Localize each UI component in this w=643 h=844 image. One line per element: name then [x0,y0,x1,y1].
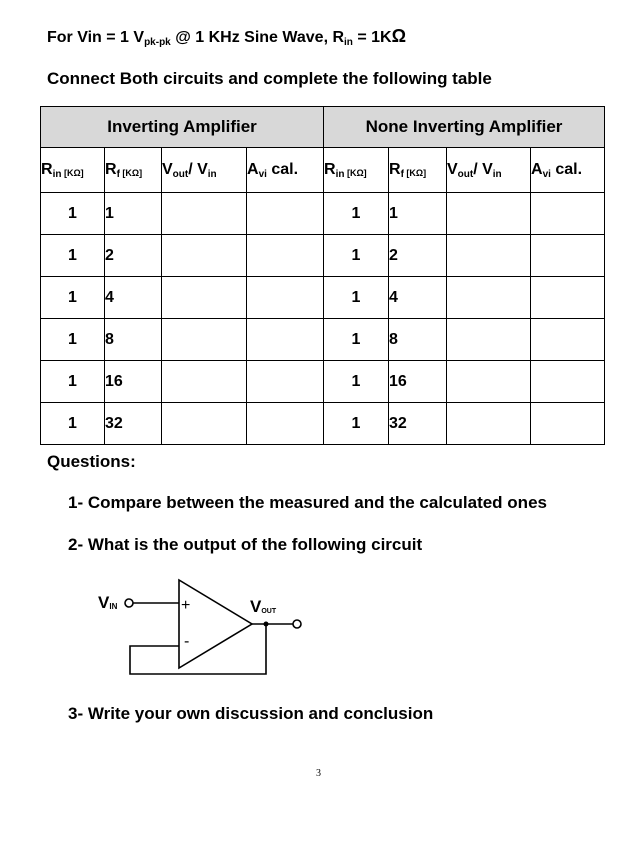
vout-vin-cell[interactable] [162,235,247,277]
avi-cell[interactable] [247,193,324,235]
rin-cell: 1 [41,277,105,319]
question-1: 1- Compare between the measured and the calculated ones [68,493,547,512]
vout-vin-cell[interactable] [162,403,247,445]
col-header-avi-right: $A_{vi}$ cal. [531,148,605,193]
vout-vin-cell[interactable] [162,193,247,235]
col-header-vout-vin-left: $V_{out}/$ $V_{in}$ [162,148,247,193]
vout-vin-cell[interactable] [447,319,531,361]
rin-cell: 1 [41,193,105,235]
col-header-rin-left: $R_{in}$ [KΩ] [41,148,105,193]
avi-cell[interactable] [531,403,605,445]
vout-vin-cell[interactable] [447,277,531,319]
avi-cell[interactable] [531,361,605,403]
rin-cell: 1 [324,193,389,235]
rin-cell: 1 [324,361,389,403]
rin-cell: 1 [41,319,105,361]
rf-cell: 4 [105,277,162,319]
col-header-avi-left: $A_{vi}$ cal. [247,148,324,193]
rf-cell: 32 [389,403,447,445]
vout-vin-cell[interactable] [162,277,247,319]
col-header-rin-right: $R_{in}$ [KΩ] [324,148,389,193]
question-2: 2- What is the output of the following circuit [68,535,423,554]
rin-cell: 1 [41,361,105,403]
rin-cell: 1 [324,235,389,277]
table-row [41,193,605,235]
table-row [41,277,605,319]
freq-text: @ 1 KHz Sine Wave, R [170,29,345,46]
rf-cell: 8 [105,319,162,361]
rf-cell: 4 [389,277,447,319]
vout-vin-cell[interactable] [447,361,531,403]
rf-cell: 2 [105,235,162,277]
vin-label: VIN [98,593,118,612]
rf-cell: 16 [105,361,162,403]
rin-cell: 1 [41,235,105,277]
vout-vin-cell[interactable] [162,361,247,403]
avi-cell[interactable] [531,193,605,235]
pkpk-subscript: pk-pk [144,37,171,48]
vin-terminal [125,599,133,607]
condition-line [47,26,406,48]
rf-cell: 2 [389,235,447,277]
vout-label: VOUT [250,597,277,616]
avi-cell[interactable] [247,235,324,277]
table-row [41,235,605,277]
col-header-vout-vin-right: $V_{out}/$ $V_{in}$ [447,148,531,193]
minus-sign: - [184,633,190,650]
table-row [41,361,605,403]
vout-vin-cell[interactable] [447,235,531,277]
vout-vin-cell[interactable] [447,403,531,445]
rin-cell: 1 [324,403,389,445]
results-table [40,106,605,445]
rin-cell: 1 [324,319,389,361]
rin-value-text: = 1K [352,29,392,46]
rf-cell: 16 [389,361,447,403]
questions-title: Questions: [47,452,136,471]
avi-cell[interactable] [247,361,324,403]
avi-cell[interactable] [247,319,324,361]
page-number: 3 [316,768,321,779]
opamp-triangle [179,580,252,668]
col-header-rf-left: $R_f$ [KΩ] [105,148,162,193]
noninverting-section-header: None Inverting Amplifier [324,107,605,148]
col-header-rf-right: $R_f$ [KΩ] [389,148,447,193]
voltage-follower-circuit [90,574,310,684]
avi-cell[interactable] [531,277,605,319]
vout-terminal [293,620,301,628]
rin-cell: 1 [41,403,105,445]
avi-cell[interactable] [247,403,324,445]
rf-cell: 1 [105,193,162,235]
vout-vin-cell[interactable] [447,193,531,235]
in-subscript: in [344,37,353,48]
instruction-line: Connect Both circuits and complete the following table [47,69,492,88]
rf-cell: 1 [389,193,447,235]
avi-cell[interactable] [531,319,605,361]
rin-cell: 1 [324,277,389,319]
table-row [41,319,605,361]
omega-symbol: Ω [391,26,407,46]
table-row [41,403,605,445]
avi-cell[interactable] [247,277,324,319]
vout-vin-cell[interactable] [162,319,247,361]
plus-sign: + [181,597,191,614]
rf-cell: 32 [105,403,162,445]
inverting-section-header: Inverting Amplifier [41,107,324,148]
rf-cell: 8 [389,319,447,361]
question-3: 3- Write your own discussion and conclusion [68,704,434,723]
for-vin-text: For Vin = 1 V [47,29,145,46]
avi-cell[interactable] [531,235,605,277]
